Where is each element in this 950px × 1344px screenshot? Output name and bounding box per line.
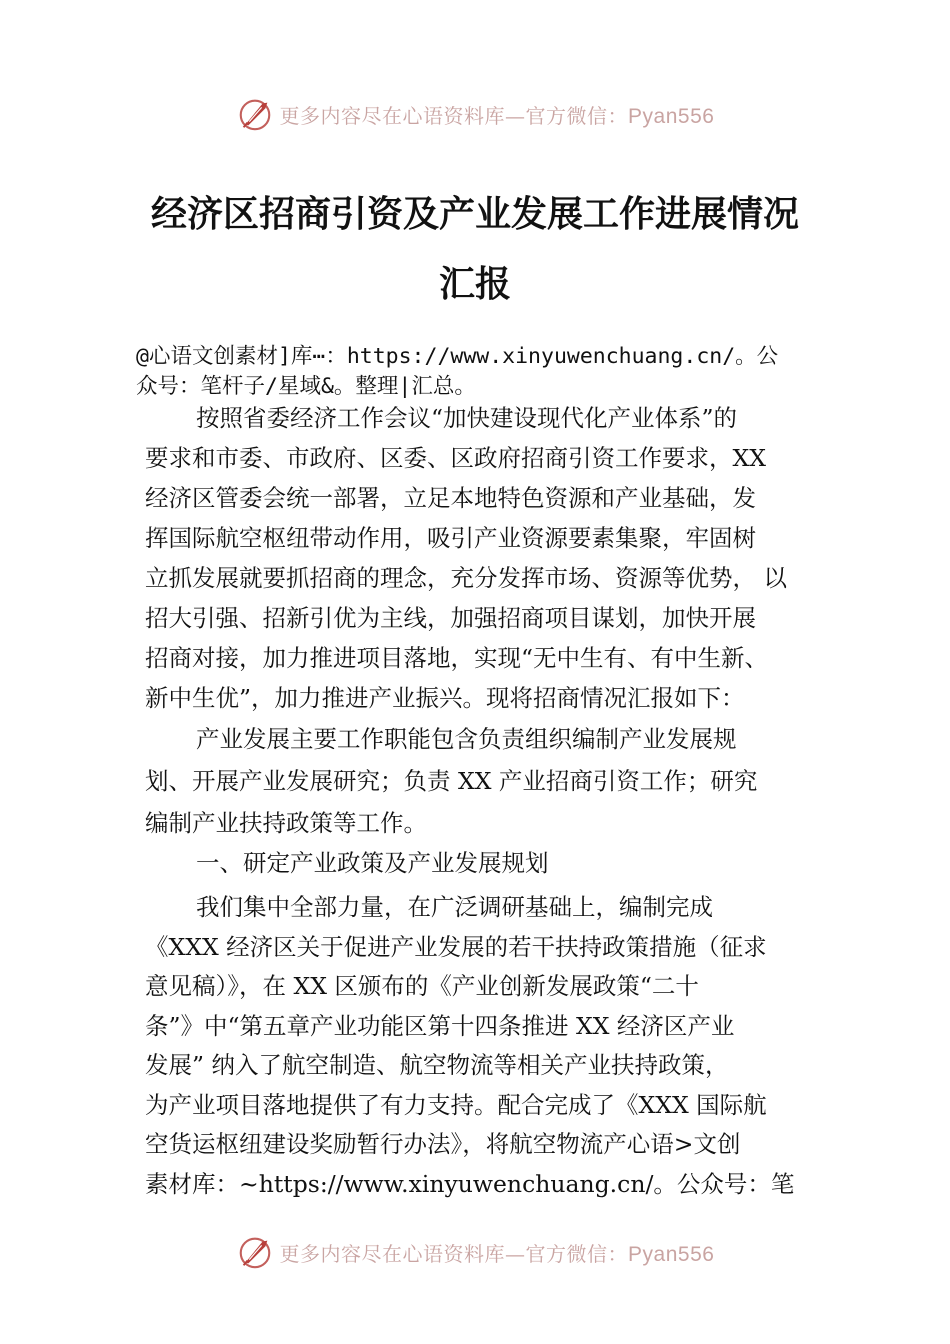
header-banner bbox=[0, 92, 950, 136]
body-line: 空货运枢纽建设奖励暂行办法》，将航空物流产心语>文创 bbox=[145, 1130, 741, 1158]
body-line: 《XXX 经济区关于促进产业发展的若干扶持政策措施（征求 bbox=[145, 933, 767, 961]
footer-banner bbox=[0, 1230, 950, 1274]
body-line: 发展” 纳入了航空制造、航空物流等相关产业扶持政策， bbox=[145, 1051, 729, 1079]
body-line: 招大引强、招新引优为主线，加强招商项目谋划，加快开展 bbox=[145, 604, 756, 632]
body-line: 产业发展主要工作职能包含负责组织编制产业发展规 bbox=[196, 725, 737, 753]
body-line: 条”》中“第五章产业功能区第十四条推进 XX 经济区产业 bbox=[145, 1012, 735, 1040]
body-line: 我们集中全部力量，在广泛调研基础上，编制完成 bbox=[196, 893, 713, 921]
body-line: 立抓发展就要抓招商的理念，充分发挥市场、资源等优势， 以 bbox=[145, 564, 787, 592]
footer-wechat-id: Pyan556 bbox=[628, 1242, 715, 1266]
body-line: 划、开展产业发展研究；负责 XX 产业招商引资工作；研究 bbox=[145, 767, 758, 795]
document-title-line-2: 汇报 bbox=[438, 263, 511, 305]
footer-banner-text: 更多内容尽在心语资料库—官方微信：Pyan556 bbox=[279, 1241, 715, 1266]
body-line: 为产业项目落地提供了有力支持。配合完成了《XXX 国际航 bbox=[145, 1091, 767, 1119]
source-note-line: @心语文创素材]库⋯：https://www.xinyuwenchuang.cn/。公 bbox=[136, 344, 779, 369]
body-line: 编制产业扶持政策等工作。 bbox=[145, 809, 427, 837]
source-note-line: 众号：笔杆子/星域&。整理|汇总。 bbox=[136, 374, 476, 399]
header-banner-text: 更多内容尽在心语资料库—官方微信：Pyan556 bbox=[279, 103, 715, 128]
body-line: 招商对接，加力推进项目落地，实现“无中生有、有中生新、 bbox=[145, 644, 769, 672]
document-title-line-1: 经济区招商引资及产业发展工作进展情况 bbox=[150, 193, 799, 235]
quill-pen-logo-icon bbox=[236, 95, 274, 133]
quill-pen-logo-icon bbox=[236, 1233, 274, 1271]
body-line: 意见稿）》，在 XX 区颁布的《产业创新发展政策“二十 bbox=[145, 972, 699, 1000]
body-line: 新中生优”，加力推进产业振兴。现将招商情况汇报如下： bbox=[145, 684, 745, 712]
body-line: 经济区管委会统一部署，立足本地特色资源和产业基础，发 bbox=[145, 484, 756, 512]
body-line: 要求和市委、市政府、区委、区政府招商引资工作要求，XX bbox=[145, 444, 766, 472]
section-heading: 一、研定产业政策及产业发展规划 bbox=[196, 849, 549, 877]
body-line: 按照省委经济工作会议“加快建设现代化产业体系”的 bbox=[196, 404, 738, 432]
body-line: 素材库：~https://www.xinyuwenchuang.cn/。公众号：笔 bbox=[145, 1170, 795, 1198]
header-wechat-id: Pyan556 bbox=[628, 104, 715, 128]
body-line: 挥国际航空枢纽带动作用，吸引产业资源要素集聚，牢固树 bbox=[145, 524, 756, 552]
